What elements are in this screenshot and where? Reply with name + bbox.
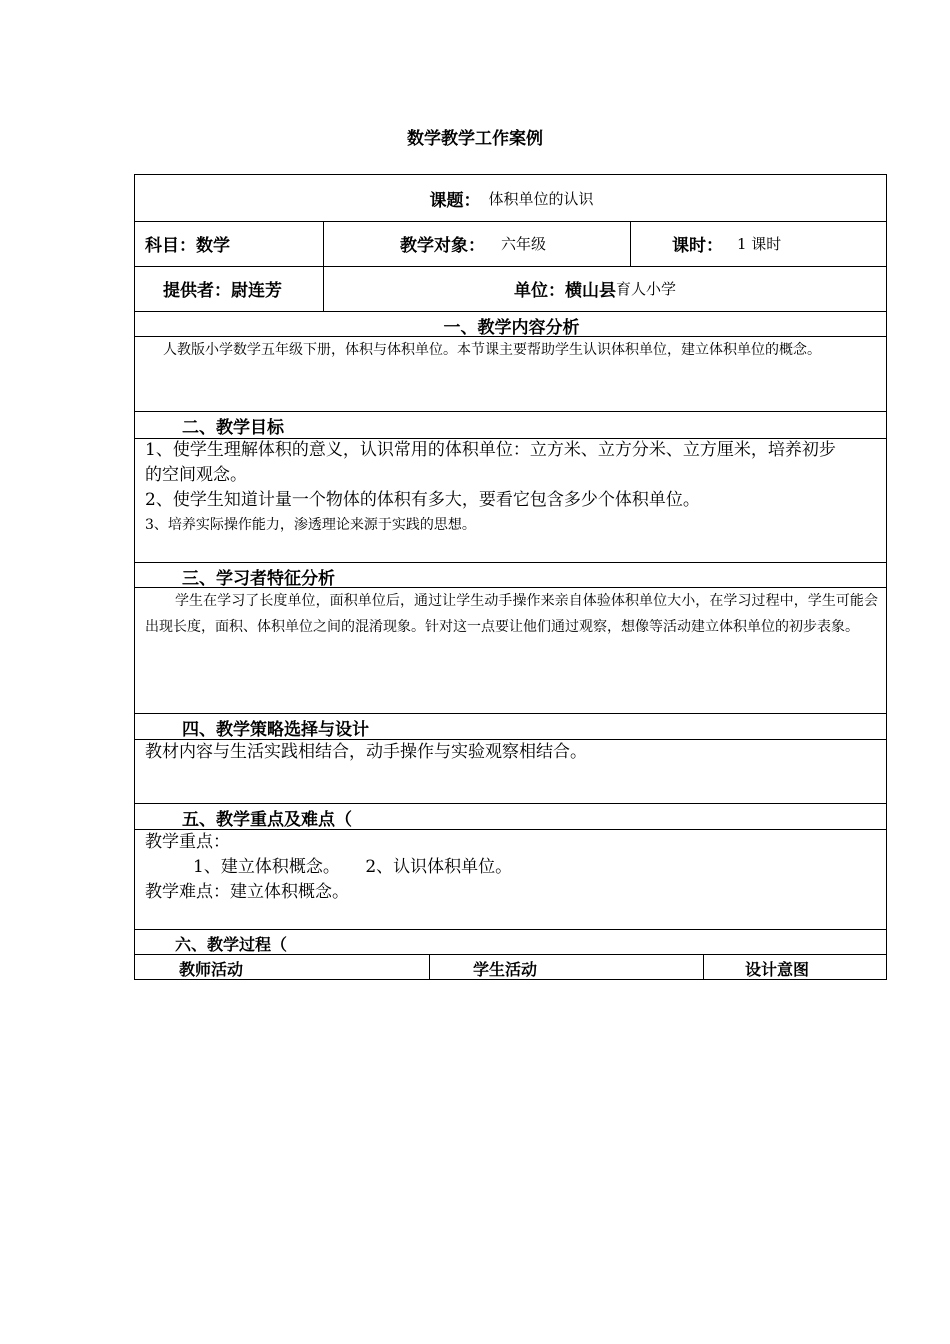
- section-3-body: 学生在学习了长度单位，面积单位后，通过让学生动手操作来亲自体验体积单位大小，在学习过程中，学生可能会出现长度，面积、体积单位之间的混淆现象。针对这一点要让他们通过观察，想像等活动建立体积单位的初步表象。: [145, 593, 878, 635]
- subject-label: 科目：数学: [145, 236, 230, 256]
- target-cell: [400, 221, 546, 266]
- column-teacher-activity: 教师活动: [179, 960, 244, 979]
- lesson-plan-table: [134, 174, 887, 980]
- provider-cell: [163, 266, 282, 311]
- section-5-title: 五、教学重点及难点（: [182, 810, 352, 830]
- period-cell: [672, 221, 781, 266]
- section-4-title: 四、教学策略选择与设计: [182, 720, 369, 740]
- unit-label: 单位：横山县: [514, 281, 616, 301]
- period-label: 课时：: [672, 236, 723, 256]
- period-value: 1 课时: [737, 235, 782, 253]
- objective-3: 3、培养实际操作能力，渗透理论来源于实践的思想。: [145, 517, 476, 533]
- objective-1-continued: 的空间观念。: [145, 465, 247, 485]
- topic-label: 课题：: [429, 190, 481, 211]
- difficult-points: 教学难点：建立体积概念。: [145, 882, 349, 902]
- key-points-items: 1、建立体积概念。 2、认识体积单位。: [193, 857, 513, 877]
- target-label: 教学对象：: [400, 236, 485, 256]
- column-student-activity: 学生活动: [473, 960, 538, 979]
- section-1-body: 人教版小学数学五年级下册，体积与体积单位。本节课主要帮助学生认识体积单位，建立体积单位的概念。: [163, 342, 821, 358]
- section-2-body: [145, 438, 878, 538]
- topic-value: 体积单位的认识: [488, 189, 594, 208]
- objective-1: 1、使学生理解体积的意义，认识常用的体积单位：立方米、立方分米、立方厘米，培养初步: [145, 440, 836, 460]
- objective-2: 2、使学生知道计量一个物体的体积有多大，要看它包含多少个体积单位。: [145, 490, 700, 510]
- subject-cell: [145, 221, 230, 266]
- provider-label: 提供者：尉连芳: [163, 281, 282, 301]
- section-1-title: 一、教学内容分析: [443, 318, 580, 338]
- document-title: 数学教学工作案例: [407, 129, 543, 149]
- target-value: 六年级: [501, 235, 547, 253]
- section-3-title: 三、学习者特征分析: [182, 569, 335, 589]
- topic-row: [135, 175, 888, 221]
- key-points-label: 教学重点：: [145, 832, 230, 852]
- unit-value: 育人小学: [616, 280, 677, 298]
- unit-cell: [514, 266, 676, 311]
- section-2-title: 二、教学目标: [182, 418, 284, 438]
- section-6-title: 六、教学过程（: [175, 935, 288, 954]
- section-4-body: 教材内容与生活实践相结合，动手操作与实验观察相结合。: [145, 742, 587, 762]
- section-5-body: [145, 830, 878, 905]
- column-design-intent: 设计意图: [745, 960, 810, 979]
